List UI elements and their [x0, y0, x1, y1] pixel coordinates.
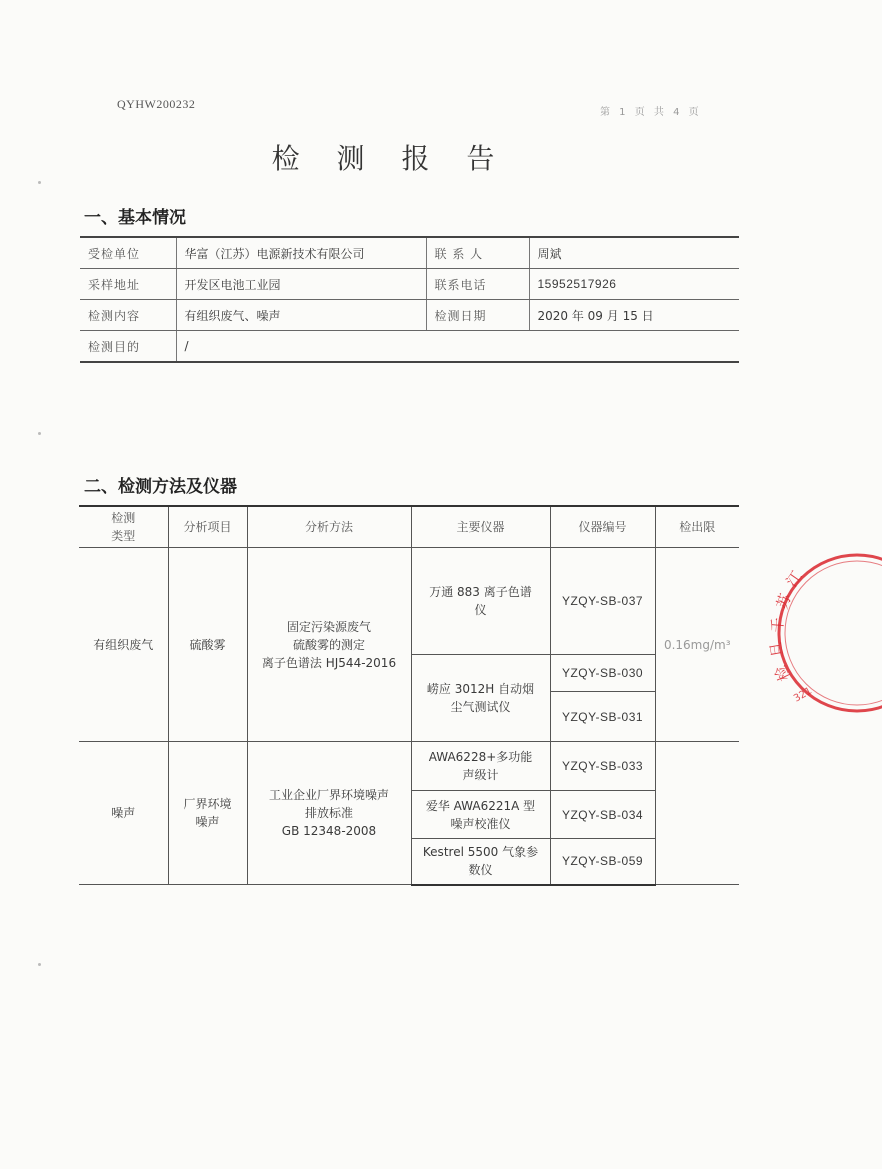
- cell-instrument-sound-meter: AWA6228+多功能 声级计: [411, 742, 550, 791]
- cell-item-sulfuric-mist: 硫酸雾: [168, 548, 247, 742]
- cell-detection-limit: 0.16mg/m³: [655, 548, 739, 742]
- cell-method-gb12348: 工业企业厂界环境噪声 排放标准 GB 12348-2008: [247, 742, 411, 885]
- header-instrument-code: 仪器编号: [550, 506, 655, 548]
- table-row: [79, 548, 739, 655]
- value-test-date: 2020 年 09 月 15 日: [529, 300, 739, 331]
- header-analysis-method: 分析方法: [247, 506, 411, 548]
- cell-method-hj544: 固定污染源废气 硫酸雾的测定 离子色谱法 HJ544-2016: [247, 548, 411, 742]
- value-test-content: 有组织废气、噪声: [176, 300, 426, 331]
- basic-info-table: [80, 236, 739, 363]
- label-test-content: 检测内容: [80, 300, 176, 331]
- value-phone: 15952517926: [529, 269, 739, 300]
- scan-speck: [38, 432, 41, 435]
- value-inspected-unit: 华富（江苏）电源新技术有限公司: [176, 237, 426, 269]
- cell-instrument-noise-calibrator: 爱华 AWA6221A 型 噪声校准仪: [411, 791, 550, 839]
- cell-instrument-kestrel: Kestrel 5500 气象参 数仪: [411, 839, 550, 885]
- scan-speck: [38, 181, 41, 184]
- header-test-type: 检测 类型: [79, 506, 168, 548]
- svg-text:旦: 旦: [766, 640, 787, 659]
- table-row: [80, 237, 739, 269]
- label-inspected-unit: 受检单位: [80, 237, 176, 269]
- cell-type-waste-gas: 有组织废气: [79, 548, 168, 742]
- cell-code-033: YZQY-SB-033: [550, 742, 655, 791]
- svg-text:千: 千: [768, 616, 788, 634]
- table-row: [80, 300, 739, 331]
- label-test-purpose: 检测目的: [80, 331, 176, 363]
- cell-code-059: YZQY-SB-059: [550, 839, 655, 885]
- page-number: 第 1 页 共 4 页: [600, 107, 702, 118]
- method-instrument-table: [79, 505, 739, 886]
- value-contact: 周斌: [529, 237, 739, 269]
- svg-text:检: 检: [770, 662, 794, 684]
- cell-noise-limit-empty: [655, 742, 739, 885]
- cell-code-031: YZQY-SB-031: [550, 692, 655, 742]
- label-test-date: 检测日期: [426, 300, 529, 331]
- label-sampling-address: 采样地址: [80, 269, 176, 300]
- cell-type-noise: 噪声: [79, 742, 168, 885]
- header-main-instrument: 主要仪器: [411, 506, 550, 548]
- header-analysis-item: 分析项目: [168, 506, 247, 548]
- section-basic-heading: 一、基本情况: [84, 208, 186, 228]
- svg-text:321: 321: [792, 685, 815, 705]
- cell-item-boundary-noise: 厂界环境 噪声: [168, 742, 247, 885]
- cell-instrument-ion-chromatograph: 万通 883 离子色谱 仪: [411, 548, 550, 655]
- header-detection-limit: 检出限: [655, 506, 739, 548]
- value-test-purpose: /: [176, 331, 739, 363]
- label-phone: 联系电话: [426, 269, 529, 300]
- svg-text:苏: 苏: [772, 591, 795, 612]
- report-number: QYHW200232: [117, 97, 196, 111]
- scan-speck: [38, 963, 41, 966]
- cell-code-034: YZQY-SB-034: [550, 791, 655, 839]
- value-sampling-address: 开发区电池工业园: [176, 269, 426, 300]
- label-contact: 联 系 人: [426, 237, 529, 269]
- cell-code-037: YZQY-SB-037: [550, 548, 655, 655]
- cell-code-030: YZQY-SB-030: [550, 655, 655, 692]
- table-header-row: [79, 506, 739, 548]
- table-row: [80, 269, 739, 300]
- company-seal: [766, 548, 882, 718]
- svg-text:江: 江: [782, 567, 806, 591]
- cell-instrument-smoke-tester: 崂应 3012H 自动烟 尘气测试仪: [411, 655, 550, 742]
- table-row: [80, 331, 739, 363]
- table-row: [79, 742, 739, 791]
- report-title: 检 测 报 告: [271, 142, 509, 175]
- section-method-heading: 二、检测方法及仪器: [84, 477, 237, 497]
